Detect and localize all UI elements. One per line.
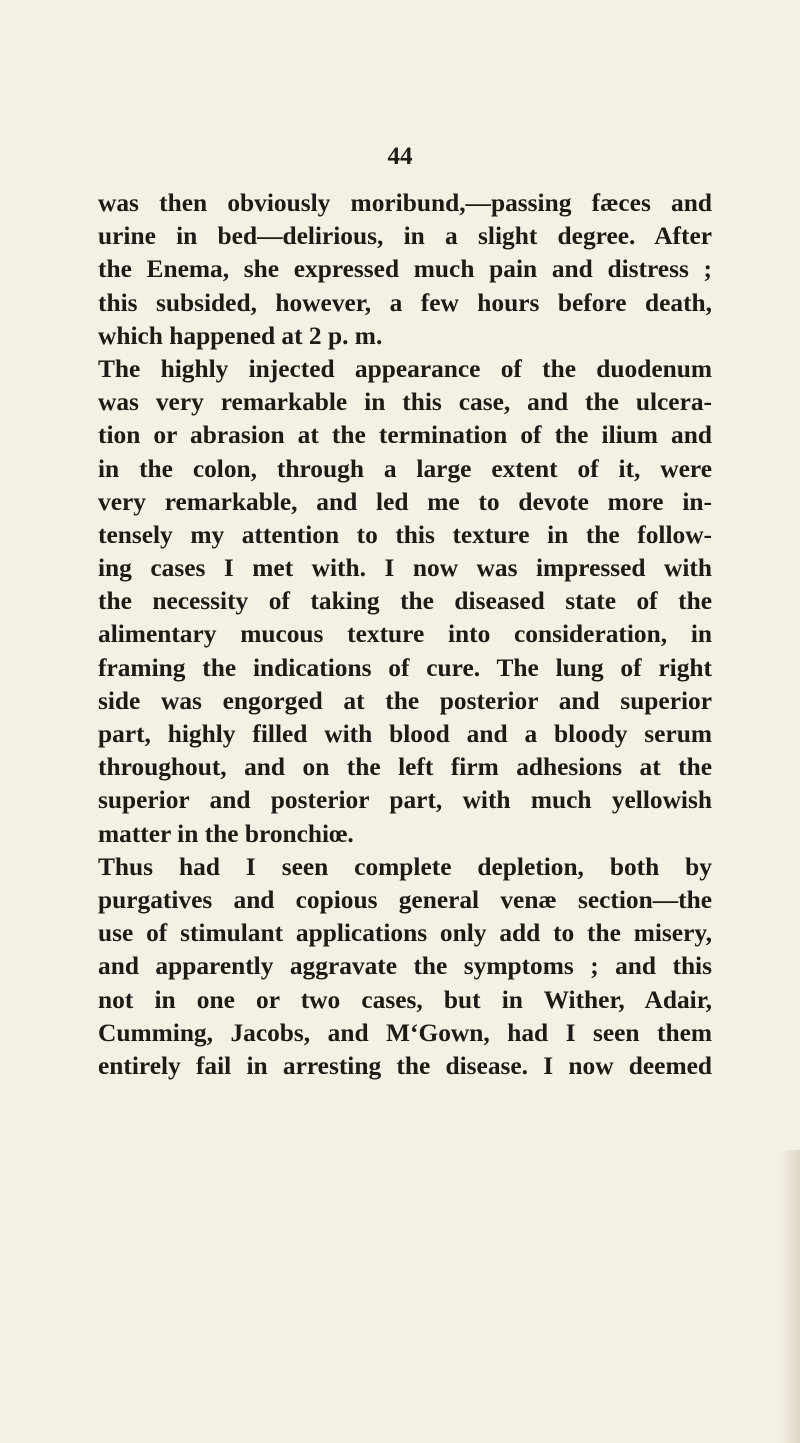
text-line: superior and posterior part, with much yellowish <box>98 786 712 815</box>
text-line: matter in the bronchiœ. <box>98 819 354 848</box>
paper-edge-stain <box>780 1150 800 1443</box>
text-line: very remarkable, and led me to devote more in- <box>98 487 712 516</box>
text-line: The highly injected appearance of the duodenum <box>98 354 712 383</box>
text-line: was then obviously moribund,—passing fæces and <box>98 189 712 217</box>
text-line: the Enema, she expressed much pain and distress ; <box>98 255 712 284</box>
text-line: which happened at 2 p. m. <box>98 321 383 350</box>
text-line: tensely my attention to this texture in the follow- <box>98 520 712 549</box>
text-line: and apparently aggravate the symptoms ; and this <box>98 952 712 981</box>
text-line: entirely fail in arresting the disease. I now deemed <box>98 1051 712 1080</box>
text-line: the necessity of taking the diseased state of the <box>98 587 712 616</box>
text-line: use of stimulant applications only add to the misery, <box>98 919 712 948</box>
text-line: tion or abrasion at the termination of the ilium and <box>98 421 712 450</box>
text-line: framing the indications of cure. The lung of right <box>98 653 712 682</box>
body-text <box>98 187 712 1083</box>
text-line: not in one or two cases, but in Wither, Adair, <box>98 985 712 1014</box>
text-line: throughout, and on the left firm adhesions at the <box>98 753 712 782</box>
text-line: ing cases I met with. I now was impressed with <box>98 554 712 583</box>
text-line: urine in bed—delirious, in a slight degree. After <box>98 222 712 251</box>
page-number: 44 <box>387 143 413 170</box>
text-line: purgatives and copious general venæ section—the <box>98 885 712 914</box>
text-line: Thus had I seen complete depletion, both by <box>98 852 712 881</box>
text-line: this subsided, however, a few hours before death, <box>98 288 712 317</box>
text-line: Cumming, Jacobs, and M‘Gown, had I seen them <box>98 1018 712 1047</box>
text-line: was very remarkable in this case, and the ulcera- <box>98 388 712 417</box>
text-line: alimentary mucous texture into consideration, in <box>98 620 712 649</box>
text-line: in the colon, through a large extent of it, were <box>98 454 712 483</box>
text-line: part, highly filled with blood and a bloody serum <box>98 720 712 748</box>
text-line: side was engorged at the posterior and superior <box>98 686 712 715</box>
